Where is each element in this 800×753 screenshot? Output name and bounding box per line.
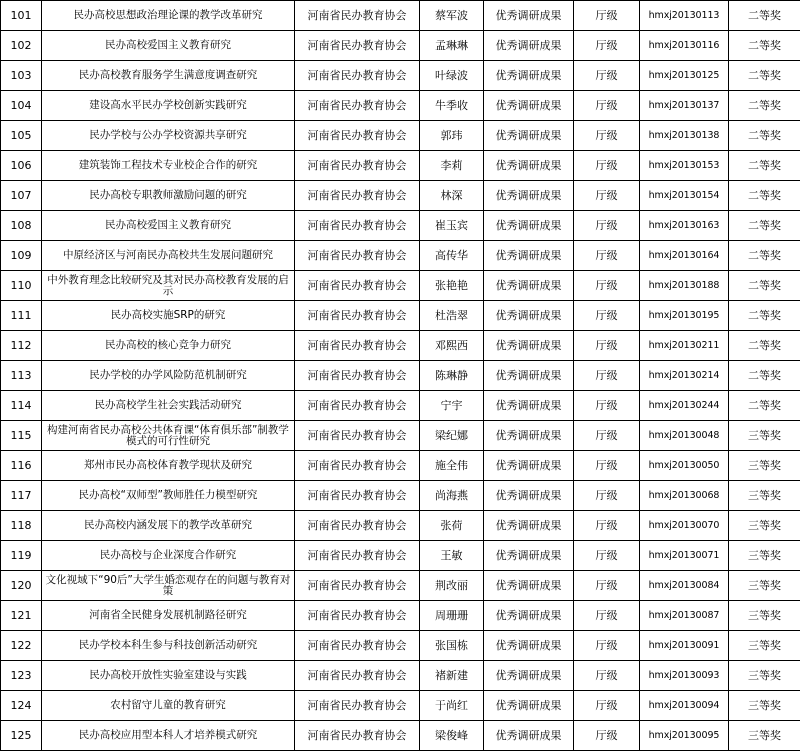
title-cell: 文化视域下“90后”大学生婚恋观存在的问题与教育对策 bbox=[42, 571, 295, 601]
award-cell: 二等奖 bbox=[729, 61, 800, 91]
award-cell: 三等奖 bbox=[729, 481, 800, 511]
level-cell: 厅级 bbox=[574, 601, 640, 631]
organization-cell: 河南省民办教育协会 bbox=[295, 631, 420, 661]
level-cell: 厅级 bbox=[574, 241, 640, 271]
table-row bbox=[1, 1, 800, 31]
organization-cell: 河南省民办教育协会 bbox=[295, 541, 420, 571]
table-row bbox=[1, 91, 800, 121]
code-cell: hmxj20130188 bbox=[640, 271, 729, 301]
code-cell: hmxj20130137 bbox=[640, 91, 729, 121]
code-cell: hmxj20130068 bbox=[640, 481, 729, 511]
level-cell: 厅级 bbox=[574, 661, 640, 691]
category-cell: 优秀调研成果 bbox=[484, 31, 574, 61]
award-cell: 二等奖 bbox=[729, 181, 800, 211]
award-cell: 三等奖 bbox=[729, 571, 800, 601]
organization-cell: 河南省民办教育协会 bbox=[295, 331, 420, 361]
award-cell: 二等奖 bbox=[729, 361, 800, 391]
table-row bbox=[1, 301, 800, 331]
award-cell: 二等奖 bbox=[729, 301, 800, 331]
award-cell: 三等奖 bbox=[729, 661, 800, 691]
code-cell: hmxj20130214 bbox=[640, 361, 729, 391]
category-cell: 优秀调研成果 bbox=[484, 631, 574, 661]
row-number-cell: 116 bbox=[1, 451, 42, 481]
title-cell: 民办高校的核心竞争力研究 bbox=[42, 331, 295, 361]
row-number-cell: 121 bbox=[1, 601, 42, 631]
table-row bbox=[1, 661, 800, 691]
award-cell: 三等奖 bbox=[729, 451, 800, 481]
author-cell: 梁俊峰 bbox=[420, 721, 484, 751]
author-cell: 林深 bbox=[420, 181, 484, 211]
row-number-cell: 123 bbox=[1, 661, 42, 691]
organization-cell: 河南省民办教育协会 bbox=[295, 31, 420, 61]
row-number-cell: 107 bbox=[1, 181, 42, 211]
award-cell: 三等奖 bbox=[729, 511, 800, 541]
row-number-cell: 120 bbox=[1, 571, 42, 601]
table-row bbox=[1, 31, 800, 61]
code-cell: hmxj20130154 bbox=[640, 181, 729, 211]
row-number-cell: 124 bbox=[1, 691, 42, 721]
code-cell: hmxj20130138 bbox=[640, 121, 729, 151]
table-row bbox=[1, 211, 800, 241]
award-cell: 三等奖 bbox=[729, 721, 800, 751]
table-row bbox=[1, 721, 800, 751]
award-cell: 三等奖 bbox=[729, 421, 800, 451]
row-number-cell: 110 bbox=[1, 271, 42, 301]
row-number-cell: 111 bbox=[1, 301, 42, 331]
award-cell: 二等奖 bbox=[729, 121, 800, 151]
organization-cell: 河南省民办教育协会 bbox=[295, 721, 420, 751]
award-cell: 二等奖 bbox=[729, 1, 800, 31]
level-cell: 厅级 bbox=[574, 391, 640, 421]
code-cell: hmxj20130094 bbox=[640, 691, 729, 721]
category-cell: 优秀调研成果 bbox=[484, 691, 574, 721]
level-cell: 厅级 bbox=[574, 571, 640, 601]
author-cell: 施全伟 bbox=[420, 451, 484, 481]
level-cell: 厅级 bbox=[574, 301, 640, 331]
category-cell: 优秀调研成果 bbox=[484, 241, 574, 271]
category-cell: 优秀调研成果 bbox=[484, 1, 574, 31]
table-row bbox=[1, 451, 800, 481]
title-cell: 民办高校实施SRP的研究 bbox=[42, 301, 295, 331]
title-cell: 民办高校“双师型”教师胜任力模型研究 bbox=[42, 481, 295, 511]
category-cell: 优秀调研成果 bbox=[484, 181, 574, 211]
code-cell: hmxj20130153 bbox=[640, 151, 729, 181]
level-cell: 厅级 bbox=[574, 481, 640, 511]
row-number-cell: 117 bbox=[1, 481, 42, 511]
title-cell: 民办高校学生社会实践活动研究 bbox=[42, 391, 295, 421]
author-cell: 张艳艳 bbox=[420, 271, 484, 301]
award-cell: 三等奖 bbox=[729, 691, 800, 721]
row-number-cell: 125 bbox=[1, 721, 42, 751]
award-cell: 二等奖 bbox=[729, 31, 800, 61]
level-cell: 厅级 bbox=[574, 691, 640, 721]
author-cell: 蔡军波 bbox=[420, 1, 484, 31]
organization-cell: 河南省民办教育协会 bbox=[295, 451, 420, 481]
title-cell: 中外教育理念比较研究及其对民办高校教育发展的启示 bbox=[42, 271, 295, 301]
title-cell: 民办高校思想政治理论课的教学改革研究 bbox=[42, 1, 295, 31]
title-cell: 民办高校与企业深度合作研究 bbox=[42, 541, 295, 571]
organization-cell: 河南省民办教育协会 bbox=[295, 421, 420, 451]
level-cell: 厅级 bbox=[574, 331, 640, 361]
code-cell: hmxj20130164 bbox=[640, 241, 729, 271]
title-cell: 构建河南省民办高校公共体育课“体育俱乐部”制教学模式的可行性研究 bbox=[42, 421, 295, 451]
organization-cell: 河南省民办教育协会 bbox=[295, 361, 420, 391]
code-cell: hmxj20130095 bbox=[640, 721, 729, 751]
row-number-cell: 112 bbox=[1, 331, 42, 361]
row-number-cell: 113 bbox=[1, 361, 42, 391]
title-cell: 民办高校开放性实验室建设与实践 bbox=[42, 661, 295, 691]
organization-cell: 河南省民办教育协会 bbox=[295, 61, 420, 91]
award-cell: 二等奖 bbox=[729, 331, 800, 361]
title-cell: 河南省全民健身发展机制路径研究 bbox=[42, 601, 295, 631]
title-cell: 民办学校与公办学校资源共享研究 bbox=[42, 121, 295, 151]
table-row bbox=[1, 601, 800, 631]
level-cell: 厅级 bbox=[574, 1, 640, 31]
code-cell: hmxj20130087 bbox=[640, 601, 729, 631]
category-cell: 优秀调研成果 bbox=[484, 211, 574, 241]
code-cell: hmxj20130091 bbox=[640, 631, 729, 661]
category-cell: 优秀调研成果 bbox=[484, 481, 574, 511]
author-cell: 牛季收 bbox=[420, 91, 484, 121]
level-cell: 厅级 bbox=[574, 541, 640, 571]
row-number-cell: 101 bbox=[1, 1, 42, 31]
author-cell: 梁纪娜 bbox=[420, 421, 484, 451]
award-cell: 二等奖 bbox=[729, 241, 800, 271]
organization-cell: 河南省民办教育协会 bbox=[295, 121, 420, 151]
organization-cell: 河南省民办教育协会 bbox=[295, 211, 420, 241]
organization-cell: 河南省民办教育协会 bbox=[295, 571, 420, 601]
category-cell: 优秀调研成果 bbox=[484, 331, 574, 361]
category-cell: 优秀调研成果 bbox=[484, 391, 574, 421]
code-cell: hmxj20130084 bbox=[640, 571, 729, 601]
organization-cell: 河南省民办教育协会 bbox=[295, 601, 420, 631]
category-cell: 优秀调研成果 bbox=[484, 661, 574, 691]
author-cell: 崔玉宾 bbox=[420, 211, 484, 241]
category-cell: 优秀调研成果 bbox=[484, 721, 574, 751]
author-cell: 叶绿波 bbox=[420, 61, 484, 91]
category-cell: 优秀调研成果 bbox=[484, 91, 574, 121]
category-cell: 优秀调研成果 bbox=[484, 61, 574, 91]
table-row bbox=[1, 361, 800, 391]
organization-cell: 河南省民办教育协会 bbox=[295, 151, 420, 181]
level-cell: 厅级 bbox=[574, 91, 640, 121]
table-row bbox=[1, 391, 800, 421]
author-cell: 荆改丽 bbox=[420, 571, 484, 601]
level-cell: 厅级 bbox=[574, 181, 640, 211]
level-cell: 厅级 bbox=[574, 151, 640, 181]
organization-cell: 河南省民办教育协会 bbox=[295, 301, 420, 331]
title-cell: 民办高校爱国主义教育研究 bbox=[42, 211, 295, 241]
author-cell: 于尚红 bbox=[420, 691, 484, 721]
title-cell: 建设高水平民办学校创新实践研究 bbox=[42, 91, 295, 121]
category-cell: 优秀调研成果 bbox=[484, 541, 574, 571]
table-row bbox=[1, 571, 800, 601]
category-cell: 优秀调研成果 bbox=[484, 451, 574, 481]
table-row bbox=[1, 631, 800, 661]
level-cell: 厅级 bbox=[574, 121, 640, 151]
row-number-cell: 105 bbox=[1, 121, 42, 151]
level-cell: 厅级 bbox=[574, 421, 640, 451]
code-cell: hmxj20130244 bbox=[640, 391, 729, 421]
author-cell: 褚新建 bbox=[420, 661, 484, 691]
table-body bbox=[1, 1, 800, 751]
row-number-cell: 114 bbox=[1, 391, 42, 421]
author-cell: 周珊珊 bbox=[420, 601, 484, 631]
author-cell: 尚海燕 bbox=[420, 481, 484, 511]
organization-cell: 河南省民办教育协会 bbox=[295, 91, 420, 121]
code-cell: hmxj20130195 bbox=[640, 301, 729, 331]
table-row bbox=[1, 331, 800, 361]
title-cell: 民办学校本科生参与科技创新活动研究 bbox=[42, 631, 295, 661]
category-cell: 优秀调研成果 bbox=[484, 571, 574, 601]
award-cell: 二等奖 bbox=[729, 151, 800, 181]
award-cell: 二等奖 bbox=[729, 391, 800, 421]
table-row bbox=[1, 121, 800, 151]
title-cell: 民办高校教育服务学生满意度调查研究 bbox=[42, 61, 295, 91]
category-cell: 优秀调研成果 bbox=[484, 271, 574, 301]
category-cell: 优秀调研成果 bbox=[484, 301, 574, 331]
row-number-cell: 118 bbox=[1, 511, 42, 541]
author-cell: 郭玮 bbox=[420, 121, 484, 151]
row-number-cell: 115 bbox=[1, 421, 42, 451]
award-cell: 三等奖 bbox=[729, 601, 800, 631]
title-cell: 农村留守儿童的教育研究 bbox=[42, 691, 295, 721]
author-cell: 邓熙西 bbox=[420, 331, 484, 361]
row-number-cell: 102 bbox=[1, 31, 42, 61]
level-cell: 厅级 bbox=[574, 721, 640, 751]
category-cell: 优秀调研成果 bbox=[484, 421, 574, 451]
title-cell: 中原经济区与河南民办高校共生发展问题研究 bbox=[42, 241, 295, 271]
level-cell: 厅级 bbox=[574, 631, 640, 661]
organization-cell: 河南省民办教育协会 bbox=[295, 1, 420, 31]
code-cell: hmxj20130113 bbox=[640, 1, 729, 31]
level-cell: 厅级 bbox=[574, 451, 640, 481]
table-row bbox=[1, 271, 800, 301]
organization-cell: 河南省民办教育协会 bbox=[295, 241, 420, 271]
code-cell: hmxj20130048 bbox=[640, 421, 729, 451]
code-cell: hmxj20130211 bbox=[640, 331, 729, 361]
row-number-cell: 109 bbox=[1, 241, 42, 271]
category-cell: 优秀调研成果 bbox=[484, 121, 574, 151]
level-cell: 厅级 bbox=[574, 361, 640, 391]
author-cell: 宁宇 bbox=[420, 391, 484, 421]
organization-cell: 河南省民办教育协会 bbox=[295, 661, 420, 691]
category-cell: 优秀调研成果 bbox=[484, 151, 574, 181]
organization-cell: 河南省民办教育协会 bbox=[295, 181, 420, 211]
table-row bbox=[1, 691, 800, 721]
table-row bbox=[1, 61, 800, 91]
code-cell: hmxj20130050 bbox=[640, 451, 729, 481]
code-cell: hmxj20130071 bbox=[640, 541, 729, 571]
level-cell: 厅级 bbox=[574, 31, 640, 61]
table-row bbox=[1, 241, 800, 271]
organization-cell: 河南省民办教育协会 bbox=[295, 271, 420, 301]
category-cell: 优秀调研成果 bbox=[484, 361, 574, 391]
table-row bbox=[1, 541, 800, 571]
code-cell: hmxj20130070 bbox=[640, 511, 729, 541]
table-row bbox=[1, 181, 800, 211]
author-cell: 杜浩翠 bbox=[420, 301, 484, 331]
award-cell: 三等奖 bbox=[729, 541, 800, 571]
award-cell: 二等奖 bbox=[729, 91, 800, 121]
code-cell: hmxj20130116 bbox=[640, 31, 729, 61]
author-cell: 高传华 bbox=[420, 241, 484, 271]
title-cell: 民办高校专职教师激励问题的研究 bbox=[42, 181, 295, 211]
row-number-cell: 104 bbox=[1, 91, 42, 121]
category-cell: 优秀调研成果 bbox=[484, 511, 574, 541]
organization-cell: 河南省民办教育协会 bbox=[295, 511, 420, 541]
table-row bbox=[1, 481, 800, 511]
row-number-cell: 119 bbox=[1, 541, 42, 571]
title-cell: 民办高校应用型本科人才培养模式研究 bbox=[42, 721, 295, 751]
author-cell: 孟琳琳 bbox=[420, 31, 484, 61]
level-cell: 厅级 bbox=[574, 511, 640, 541]
table-row bbox=[1, 511, 800, 541]
title-cell: 民办高校爱国主义教育研究 bbox=[42, 31, 295, 61]
row-number-cell: 122 bbox=[1, 631, 42, 661]
code-cell: hmxj20130125 bbox=[640, 61, 729, 91]
award-cell: 三等奖 bbox=[729, 631, 800, 661]
author-cell: 王敏 bbox=[420, 541, 484, 571]
organization-cell: 河南省民办教育协会 bbox=[295, 481, 420, 511]
category-cell: 优秀调研成果 bbox=[484, 601, 574, 631]
title-cell: 郑州市民办高校体育教学现状及研究 bbox=[42, 451, 295, 481]
code-cell: hmxj20130163 bbox=[640, 211, 729, 241]
table-row bbox=[1, 151, 800, 181]
title-cell: 建筑装饰工程技术专业校企合作的研究 bbox=[42, 151, 295, 181]
organization-cell: 河南省民办教育协会 bbox=[295, 691, 420, 721]
row-number-cell: 108 bbox=[1, 211, 42, 241]
level-cell: 厅级 bbox=[574, 211, 640, 241]
award-cell: 二等奖 bbox=[729, 211, 800, 241]
title-cell: 民办学校的办学风险防范机制研究 bbox=[42, 361, 295, 391]
author-cell: 陈琳静 bbox=[420, 361, 484, 391]
level-cell: 厅级 bbox=[574, 61, 640, 91]
table-row bbox=[1, 421, 800, 451]
row-number-cell: 103 bbox=[1, 61, 42, 91]
author-cell: 李莉 bbox=[420, 151, 484, 181]
author-cell: 张荷 bbox=[420, 511, 484, 541]
author-cell: 张国栋 bbox=[420, 631, 484, 661]
level-cell: 厅级 bbox=[574, 271, 640, 301]
title-cell: 民办高校内涵发展下的教学改革研究 bbox=[42, 511, 295, 541]
code-cell: hmxj20130093 bbox=[640, 661, 729, 691]
organization-cell: 河南省民办教育协会 bbox=[295, 391, 420, 421]
row-number-cell: 106 bbox=[1, 151, 42, 181]
award-cell: 二等奖 bbox=[729, 271, 800, 301]
